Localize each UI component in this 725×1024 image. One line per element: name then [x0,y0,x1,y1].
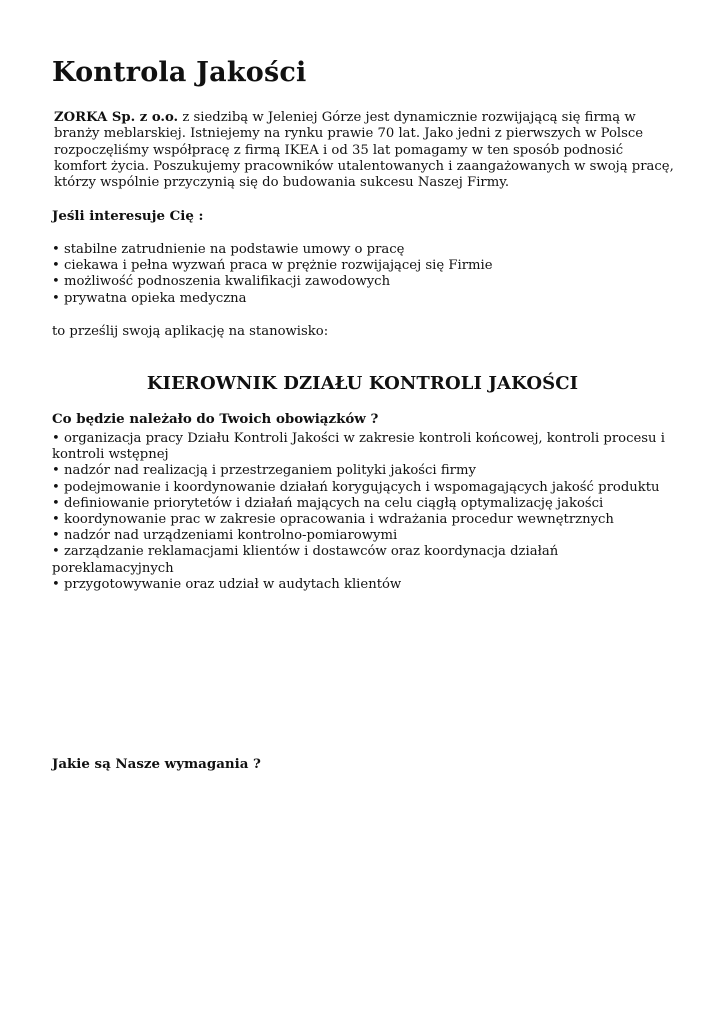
duty-item: • nadzór nad realizacją i przestrzeganiem polityki jakości firmy [52,463,476,479]
offer-list [52,242,682,307]
company-name: ZORKA Sp. z o.o. [54,110,179,125]
duty-item: • organizacja pracy Działu Kontroli Jakości w zakresie kontroli końcowej, kontroli procesu i kontroli wstępnej [52,431,665,463]
duty-item: • przygotowywanie oraz udział w audytach klientów [52,576,402,592]
duties-list [52,431,682,593]
apply-text: to prześlij swoją aplikację na stanowisko: [52,324,329,339]
offer-heading: Jeśli interesuje Cię : [52,208,204,224]
duty-item: • koordynowanie prac w zakresie opracowania i wdrażania procedur wewnętrznych [52,512,614,528]
page-title: Kontrola Jakości [52,57,307,88]
duties-heading: Co będzie należało do Twoich obowiązków ? [52,411,379,427]
intro-paragraph [54,110,674,191]
requirements-heading: Jakie są Nasze wymagania ? [52,756,261,772]
position-title: KIEROWNIK DZIAŁU KONTROLI JAKOŚCI [146,373,579,394]
offer-item: • stabilne zatrudnienie na podstawie umowy o pracę [52,242,405,257]
offer-item: • ciekawa i pełna wyzwań praca w prężnie rozwijającej się Firmie [52,258,493,274]
duty-item: • podejmowanie i koordynowanie działań korygujących i wspomagających jakość produktu [52,479,660,495]
duty-item: • definiowanie priorytetów i działań mających na celu ciągłą optymalizację jakości [52,495,604,511]
duty-item: • nadzór nad urządzeniami kontrolno-pomiarowymi [52,528,398,544]
intro-text: z siedzibą w Jeleniej Górze jest dynamicznie rozwijającą się firmą w branży meblarskiej. Istniejemy na rynku prawie 70 lat. Jako jedni z pierwszych w Polsce rozpoczęliśmy współpracę z firmą IKEA i od 35 lat pomagamy w ten sposób podnosić komfort życia. Poszukujemy pracowników utalentowanych i zaangażowanych w swoją pracę, którzy wspólnie przyczynią się do budowania sukcesu Naszej Firmy. [54,110,674,191]
offer-item: • prywatna opieka medyczna [52,290,247,306]
offer-item: • możliwość podnoszenia kwalifikacji zawodowych [52,274,391,290]
duty-item: • zarządzanie reklamacjami klientów i dostawców oraz koordynacja działań poreklamacyjnych [52,544,559,576]
